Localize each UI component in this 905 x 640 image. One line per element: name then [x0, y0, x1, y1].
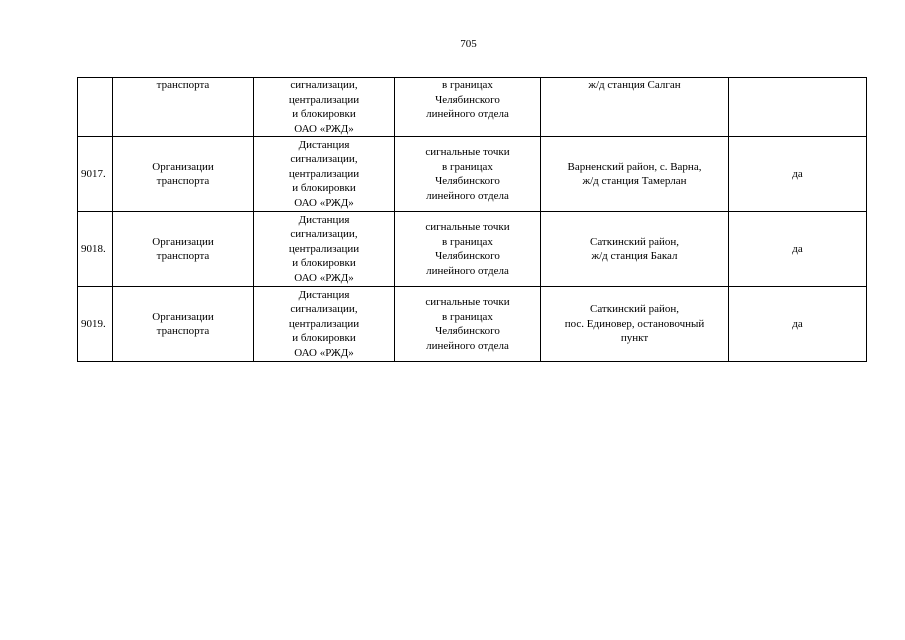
cell-line: Организации — [152, 235, 214, 248]
cell-line: Саткинский район, — [589, 303, 679, 316]
cell-line: Организации — [152, 160, 214, 173]
cell-line: в границах — [442, 79, 493, 91]
flag-cell: да — [729, 137, 867, 212]
cell-line: транспорта — [156, 79, 210, 91]
cell-line: в границах — [442, 310, 493, 323]
cell-line: транспорта — [156, 250, 210, 262]
page-number: 705 — [460, 38, 477, 50]
owner-cell — [254, 137, 395, 212]
cell-line: сигнальные точки — [425, 146, 510, 158]
cell-line: ОАО «РЖД» — [294, 122, 354, 135]
cell-line: Варненский район, с. Варна, — [567, 160, 702, 173]
document-table — [77, 77, 867, 362]
cell-line: Саткинский район, — [589, 235, 679, 248]
cell-line: Дистанция — [298, 138, 350, 151]
cell-line: пос. Единовер, остановочный — [564, 317, 705, 330]
cell-line: ж/д станция Бакал — [591, 250, 678, 262]
cell-line: сигнализации, — [290, 228, 358, 241]
cell-line: Организации — [152, 310, 214, 323]
cell-line: Челябинского — [435, 93, 500, 106]
cell-line: Челябинского — [435, 250, 500, 262]
flag-cell: да — [729, 287, 867, 362]
table-row — [78, 137, 867, 212]
flag-cell — [729, 78, 867, 137]
cell-line: линейного отдела — [426, 108, 509, 120]
table-row — [78, 212, 867, 287]
owner-cell — [254, 212, 395, 287]
row-number-cell: 9017. — [78, 137, 113, 212]
location-cell — [541, 137, 729, 212]
cell-line: и блокировки — [292, 182, 356, 195]
cell-line: транспорта — [156, 325, 210, 337]
cell-line: сигнализации, — [290, 79, 358, 91]
cell-line: в границах — [442, 160, 493, 173]
cell-line: пункт — [620, 332, 649, 345]
object-cell — [395, 78, 541, 137]
cell-line: сигнализации, — [290, 153, 358, 166]
row-number-cell: 9018. — [78, 212, 113, 287]
cell-line: линейного отдела — [426, 264, 509, 277]
cell-line: Челябинского — [435, 175, 500, 187]
organization-cell — [113, 137, 254, 212]
object-cell — [395, 212, 541, 287]
cell-line: Челябинского — [435, 325, 500, 337]
cell-line: ОАО «РЖД» — [294, 196, 354, 209]
table-row — [78, 78, 867, 137]
cell-line: и блокировки — [292, 332, 356, 345]
cell-line: централизации — [288, 317, 360, 330]
cell-line: сигнальные точки — [425, 221, 510, 233]
cell-line: централизации — [288, 167, 360, 180]
cell-line: транспорта — [156, 175, 210, 187]
location-cell — [541, 212, 729, 287]
row-number-cell — [78, 78, 113, 137]
table-row — [78, 287, 867, 362]
cell-line: в границах — [442, 235, 493, 248]
cell-line: ОАО «РЖД» — [294, 271, 354, 284]
cell-line: ОАО «РЖД» — [294, 346, 354, 359]
organization-cell — [113, 78, 254, 137]
owner-cell — [254, 78, 395, 137]
cell-line: и блокировки — [292, 257, 356, 270]
row-number-cell: 9019. — [78, 287, 113, 362]
location-cell — [541, 287, 729, 362]
owner-cell — [254, 287, 395, 362]
cell-line: ж/д станция Салган — [588, 79, 681, 91]
cell-line: и блокировки — [292, 108, 356, 120]
object-cell — [395, 287, 541, 362]
cell-line: сигнализации, — [290, 303, 358, 316]
cell-line: централизации — [288, 93, 360, 106]
cell-line: Дистанция — [298, 213, 350, 226]
location-cell — [541, 78, 729, 137]
cell-line: ж/д станция Тамерлан — [582, 175, 687, 187]
organization-cell — [113, 287, 254, 362]
cell-line: сигнальные точки — [425, 296, 510, 308]
organization-cell — [113, 212, 254, 287]
cell-line: централизации — [288, 242, 360, 255]
cell-line: линейного отдела — [426, 339, 509, 352]
object-cell — [395, 137, 541, 212]
cell-line: Дистанция — [298, 288, 350, 301]
flag-cell: да — [729, 212, 867, 287]
cell-line: линейного отдела — [426, 189, 509, 202]
